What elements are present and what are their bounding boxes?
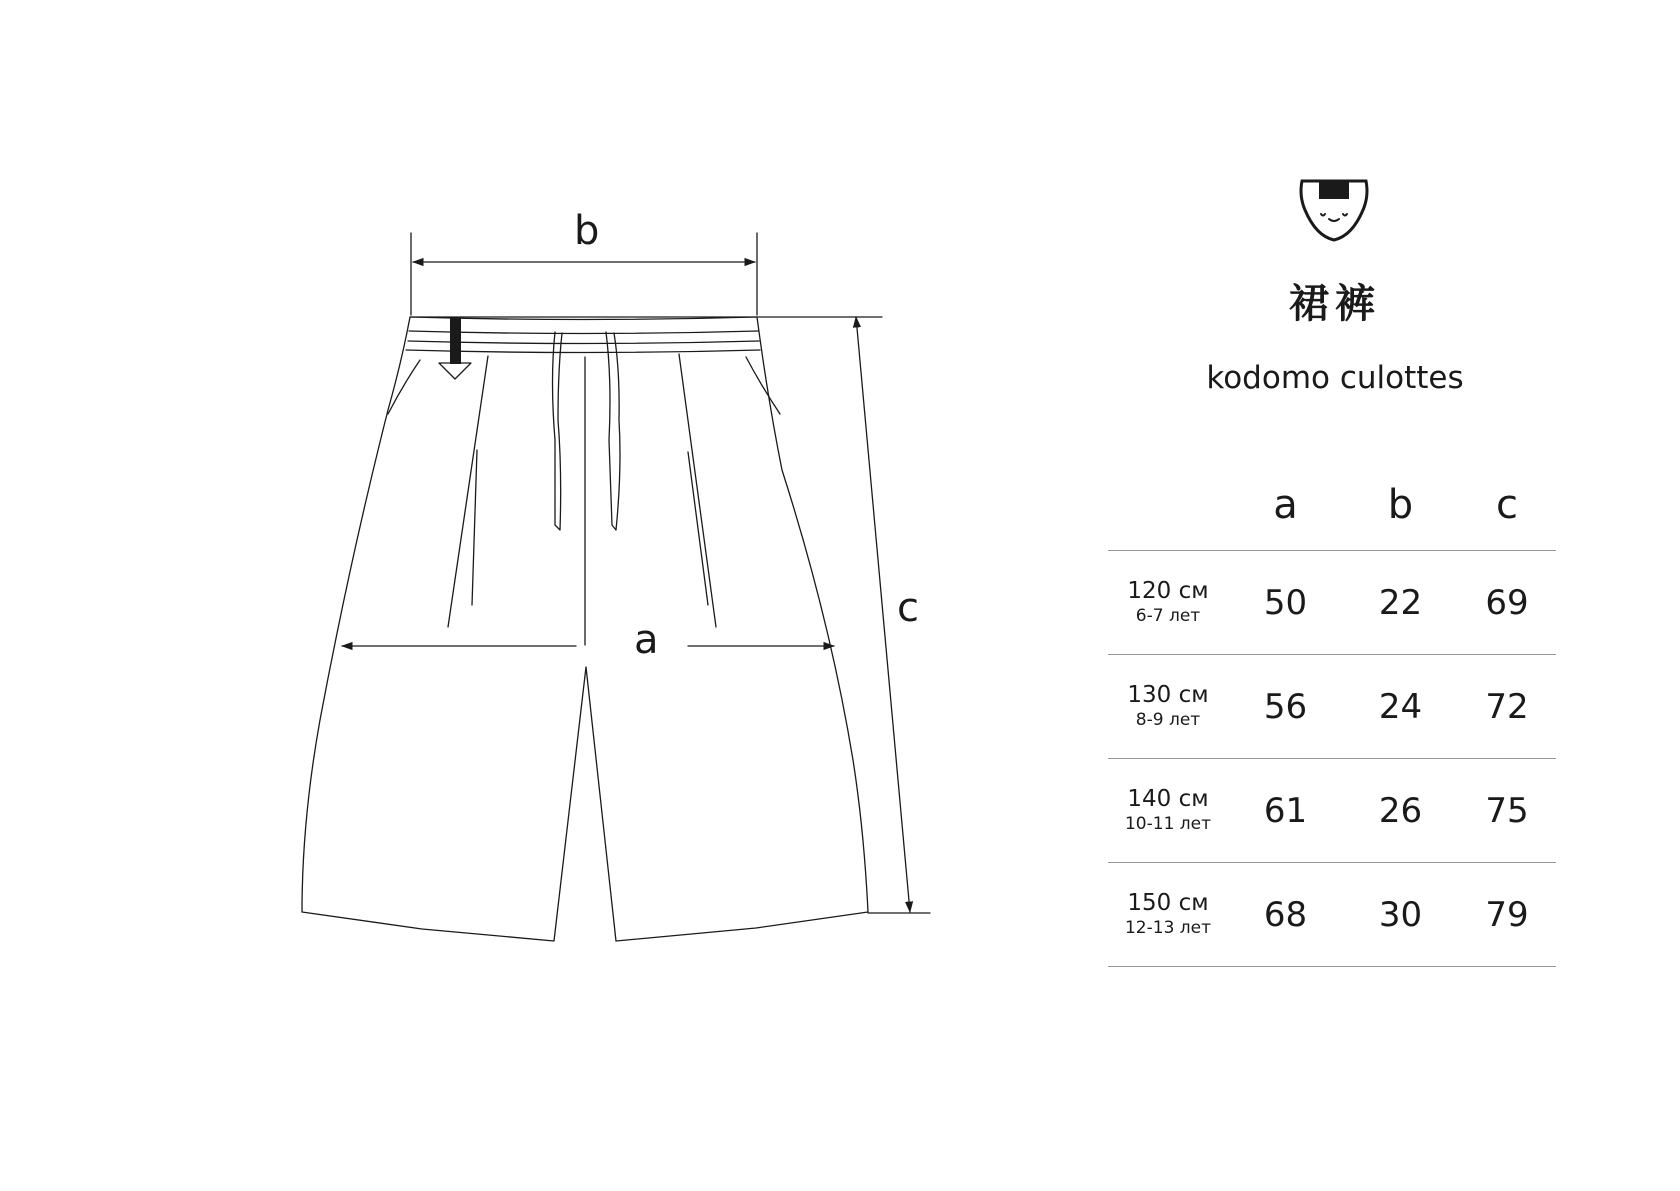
table-header-row bbox=[1108, 460, 1556, 551]
value-b: 30 bbox=[1378, 894, 1423, 935]
value-c: 75 bbox=[1485, 790, 1529, 831]
value-c: 69 bbox=[1485, 582, 1529, 623]
waistband-line bbox=[409, 331, 758, 334]
drawstring bbox=[606, 332, 620, 530]
size-label: 140 см bbox=[1127, 785, 1209, 812]
pleat-line bbox=[448, 356, 488, 627]
size-cell bbox=[1108, 578, 1228, 628]
value-a: 61 bbox=[1263, 790, 1308, 831]
size-cell bbox=[1108, 682, 1228, 732]
column-header-c: c bbox=[1496, 482, 1518, 528]
size-label: 120 см bbox=[1127, 577, 1209, 604]
dimension-label-a: a bbox=[634, 617, 659, 663]
table-row bbox=[1108, 759, 1556, 863]
size-label: 130 см bbox=[1127, 681, 1209, 708]
column-header-a: a bbox=[1273, 482, 1298, 528]
value-a: 50 bbox=[1263, 582, 1308, 623]
pleat-line bbox=[688, 452, 708, 605]
age-label: 10-11 лет bbox=[1124, 814, 1212, 835]
value-b: 22 bbox=[1378, 582, 1423, 623]
table-row bbox=[1108, 551, 1556, 655]
pleat-line bbox=[679, 354, 716, 627]
size-label: 150 см bbox=[1127, 889, 1209, 916]
value-a: 68 bbox=[1263, 894, 1308, 935]
value-a: 56 bbox=[1263, 686, 1308, 727]
value-b: 26 bbox=[1378, 790, 1423, 831]
table-row bbox=[1108, 863, 1556, 967]
care-label-tag bbox=[450, 318, 461, 364]
size-table bbox=[1108, 460, 1556, 967]
label-arrow-icon bbox=[439, 363, 471, 379]
pocket-opening bbox=[746, 357, 780, 414]
age-label: 12-13 лет bbox=[1124, 918, 1212, 939]
size-cell bbox=[1108, 890, 1228, 940]
age-label: 8-9 лет bbox=[1135, 710, 1201, 731]
size-cell bbox=[1108, 786, 1228, 836]
pocket-opening bbox=[388, 360, 420, 414]
value-b: 24 bbox=[1378, 686, 1423, 727]
value-c: 72 bbox=[1485, 686, 1529, 727]
drawstring bbox=[553, 332, 563, 530]
product-title-cjk: 裙裤 bbox=[1289, 281, 1381, 327]
age-label: 6-7 лет bbox=[1135, 606, 1201, 627]
dimension-label-b: b bbox=[574, 208, 600, 254]
product-title: kodomo culottes bbox=[1206, 360, 1464, 396]
rice-ball-face-icon bbox=[1296, 178, 1372, 244]
column-header-b: b bbox=[1387, 482, 1414, 528]
dimension-label-c: c bbox=[897, 585, 919, 631]
value-c: 79 bbox=[1485, 894, 1529, 935]
pleat-line bbox=[472, 450, 477, 605]
table-row bbox=[1108, 655, 1556, 759]
